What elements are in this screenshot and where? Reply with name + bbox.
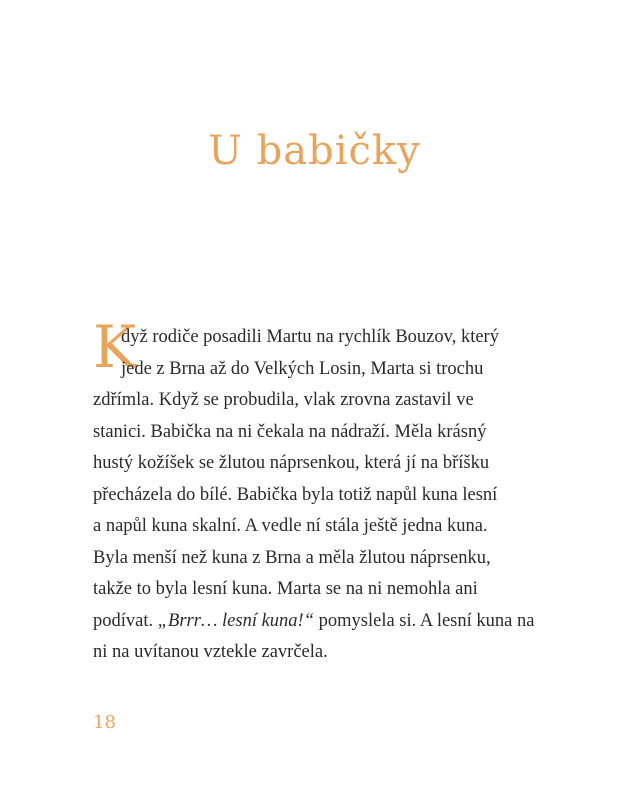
paragraph-line: stanici. Babička na ni čekala na nádraží. Měla krásný xyxy=(93,421,487,442)
paragraph-line: zdřímla. Když se probudila, vlak zrovna zastavil ve xyxy=(93,390,474,410)
paragraph-line: a napůl kuna skalní. A vedle ní stála ještě jedna kuna. xyxy=(93,516,488,536)
page-number: 18 xyxy=(93,712,116,733)
drop-cap-letter: K xyxy=(93,313,137,381)
italic-thought: „Brrr… lesní kuna!“ xyxy=(157,610,314,631)
paragraph-line: ni na uvítanou vztekle zavrčela. xyxy=(93,642,328,662)
line-text: podívat. xyxy=(93,610,158,631)
paragraph-line xyxy=(93,606,553,638)
story-paragraph xyxy=(93,322,553,669)
chapter-title: U babičky xyxy=(208,128,421,174)
paragraph-line: přecházela do bílé. Babička byla totiž napůl kuna lesní xyxy=(93,484,498,505)
paragraph-line: Byla menší než kuna z Brna a měla žlutou náprsenku, xyxy=(93,547,491,568)
paragraph-line: takže to byla lesní kuna. Marta se na ni nemohla ani xyxy=(93,579,478,599)
paragraph-line: hustý kožíšek se žlutou náprsenkou, která jí na bříšku xyxy=(93,453,490,473)
paragraph-line: dyž rodiče posadili Martu na rychlík Bouzov, který xyxy=(121,327,499,347)
line-text: pomyslela si. A lesní kuna na xyxy=(314,610,535,631)
paragraph-line: jede z Brna až do Velkých Losin, Marta si trochu xyxy=(121,358,484,379)
